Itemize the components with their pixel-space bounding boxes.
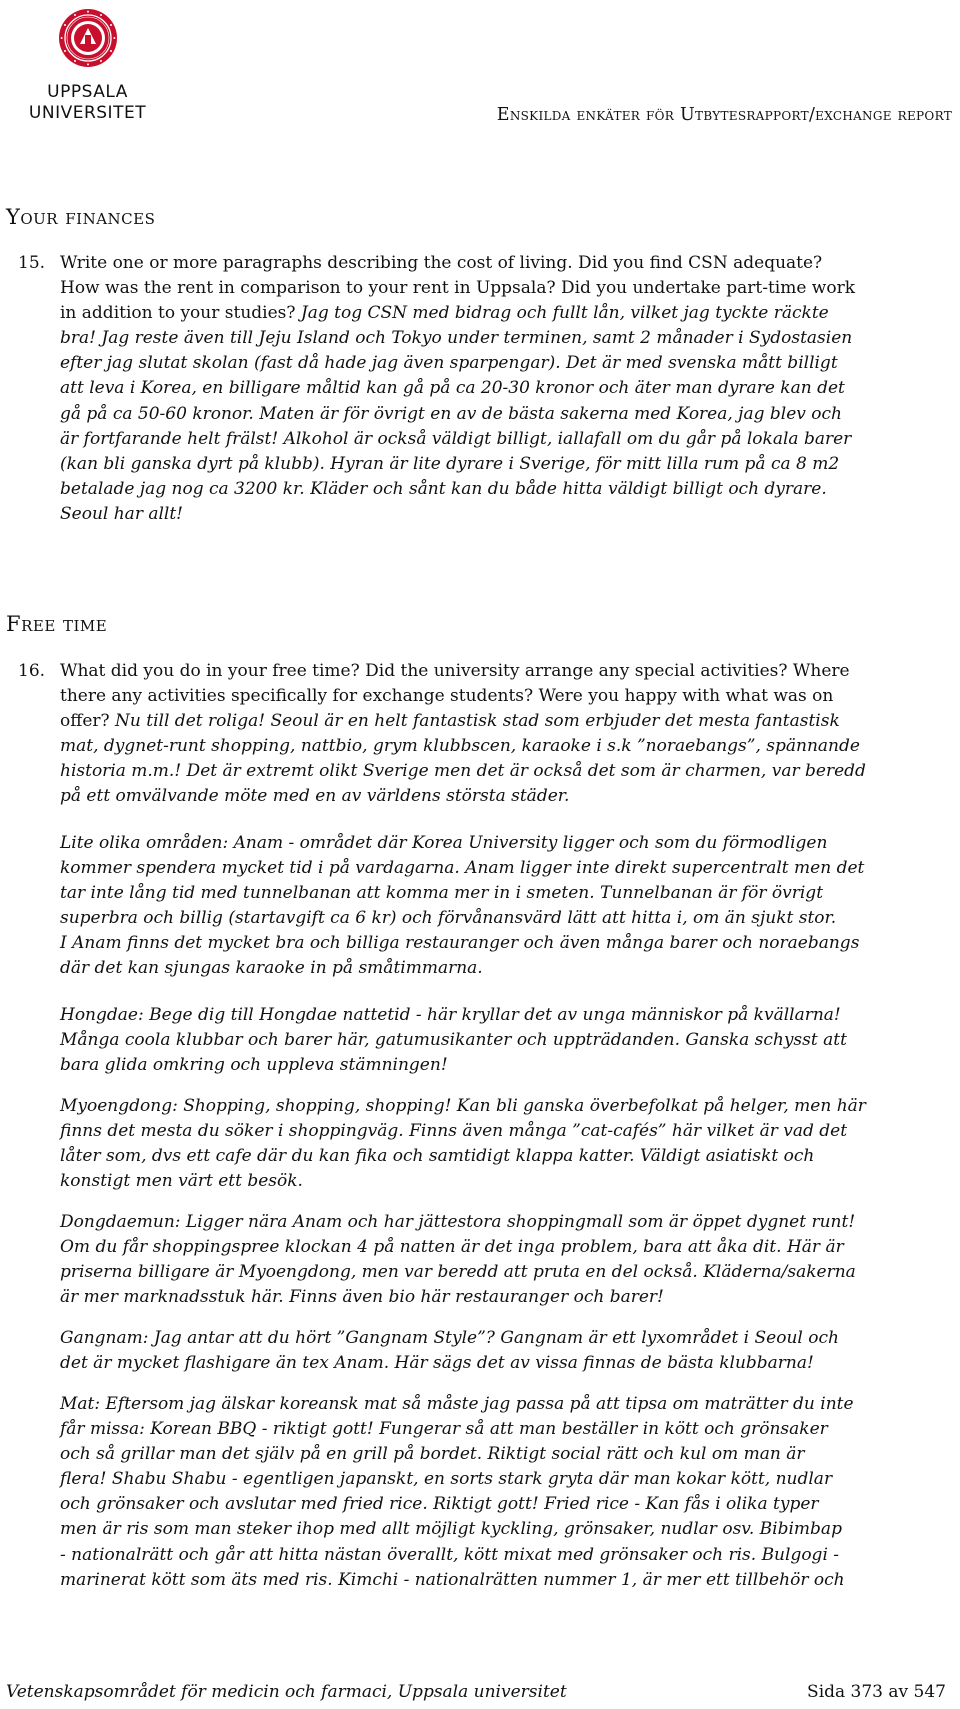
text-line: bra! Jag reste även till Jeju Island och Tokyo under terminen, samt 2 månader i Sydostasien: [60, 328, 853, 349]
text-line: är fortfarande helt frälst! Alkohol är också väldigt billigt, iallafall om du går på lokala barer: [60, 428, 852, 449]
section-title-finances: Your finances: [6, 205, 156, 229]
text-line: there any activities specifically for exchange students? Were you happy with what was on: [60, 686, 834, 707]
text-line: in addition to your studies? Jag tog CSN med bidrag och fullt lån, vilket jag tyckte räckte: [60, 303, 829, 324]
university-wordmark: [0, 82, 175, 124]
text-line: Write one or more paragraphs describing the cost of living. Did you find CSN adequate?: [60, 253, 823, 273]
item-number: 15.: [18, 253, 46, 273]
section-title-free-time: Free time: [6, 612, 108, 636]
text-line: efter jag slutat skolan (fast då hade jag även sparpengar). Det är med svenska mått billigt: [60, 353, 838, 374]
text-line: What did you do in your free time? Did the university arrange any special activities? Where: [60, 661, 850, 681]
paragraph-hongdae: Hongdae: Bege dig till Hongdae nattetid - här kryllar det av unga människor på kvällarna! Många coola klubbar och barer här, gatumusikanter och uppträdanden. Ganska schysst att bara glida omkring och uppleva stämningen!: [60, 1005, 847, 1076]
text-line: gå på ca 50-60 kronor. Maten är för övrigt en av de bästa sakerna med Korea, jag blev och: [60, 403, 842, 424]
text-line: (kan bli ganska dyrt på klubb). Hyran är lite dyrare i Sverige, för mitt lilla rum på ca 8 m2: [60, 453, 840, 474]
wordmark-line-1: UPPSALA: [47, 82, 128, 102]
footer-institution: Vetenskapsområdet för medicin och farmaci, Uppsala universitet: [6, 1682, 567, 1702]
question-body: [60, 659, 960, 810]
text-line: offer? Nu till det roliga! Seoul är en helt fantastisk stad som erbjuder det mesta fantastisk: [60, 711, 840, 732]
text-line: på ett omvälvande möte med en av världens största städer.: [60, 786, 570, 807]
item-number: 16.: [18, 661, 46, 681]
text-line: mat, dygnet-runt shopping, nattbio, grym klubbscen, karaoke i s.k ”noraebangs”, spännande: [60, 736, 860, 757]
paragraph-anam: Lite olika områden: Anam - området där Korea University ligger och som du förmodligen kommer spendera mycket tid i på vardagarna. Anam ligger inte direkt supercentralt men det tar inte lång tid med tunnelbanan att komma mer in i smeten. Tunnelbanan är för övrigt superbra och billig (startavgift ca 6 kr) och förvånansvärd lätt att hitta i, om än sjukt stor. I Anam finns det mycket bra och billiga restauranger och även många barer och noraebangs där det kan sjungas karaoke in på småtimmarna.: [60, 833, 865, 979]
footer-page-number: Sida 373 av 547: [807, 1682, 946, 1702]
document-title: Enskilda enkäter för Utbytesrapport/exchange report: [496, 105, 952, 125]
question-body: [60, 251, 960, 527]
text-line: betalade jag nog ca 3200 kr. Kläder och sånt kan du både hitta väldigt billigt och dyrare.: [60, 478, 827, 499]
wordmark-line-2: UNIVERSITET: [28, 103, 147, 123]
uppsala-university-seal-logo: [58, 8, 118, 68]
text-line: Seoul har allt!: [60, 503, 184, 524]
text-line: att leva i Korea, en billigare måltid kan gå på ca 20-30 kronor och äter man dyrare kan det: [60, 378, 845, 399]
paragraph-mat: Mat: Eftersom jag älskar koreansk mat så måste jag passa på att tipsa om maträtter du inte får missa: Korean BBQ - riktigt gott! Fungerar så att man beställer in kött och grönsaker och så grillar man det själv på en grill på bordet. Riktigt social rätt och kul om man är flera! Shabu Shabu - egentligen japanskt, en sorts stark gryta där man kokar kött, nudlar och grönsaker och avslutar med fried rice. Riktigt gott! Fried rice - Kan fås i olika typer men är ris som man steker ihop med allt möjligt kyckling, grönsaker, nudlar osv. Bibimbap - nationalrätt och går att hitta nästan överallt, kött mixat med grönsaker och ris. Bulgogi - marinerat kött som äts med ris. Kimchi - nationalrätten nummer 1, är mer ett tillbehör och: [60, 1394, 854, 1590]
text-line: How was the rent in comparison to your rent in Uppsala? Did you undertake part-time work: [60, 278, 856, 299]
paragraph-dongdaemun: Dongdaemun: Ligger nära Anam och har jättestora shoppingmall som är öppet dygnet runt! Om du får shoppingspree klockan 4 på natten är det inga problem, bara att åka dit. Här är priserna billigare är Myoengdong, men var beredd att pruta en del också. Kläderna/sakerna är mer marknadsstuk här. Finns även bio här restauranger och barer!: [60, 1212, 856, 1308]
paragraph-gangnam: Gangnam: Jag antar att du hört ”Gangnam Style”? Gangnam är ett lyxområdet i Seoul och det är mycket flashigare än tex Anam. Här sägs det av vissa finnas de bästa klubbarna!: [60, 1328, 839, 1374]
paragraph-myoengdong: Myoengdong: Shopping, shopping, shopping! Kan bli ganska överbefolkat på helger, men här finns det mesta du söker i shoppingväg. Finns även många ”cat-cafés” här vilket är vad det låter som, dvs ett cafe där du kan fika och samtidigt klappa katter. Väldigt asiatiskt och konstigt men värt ett besök.: [60, 1096, 866, 1192]
text-line: historia m.m.! Det är extremt olikt Sverige men det är också det som är charmen, var beredd: [60, 761, 866, 782]
